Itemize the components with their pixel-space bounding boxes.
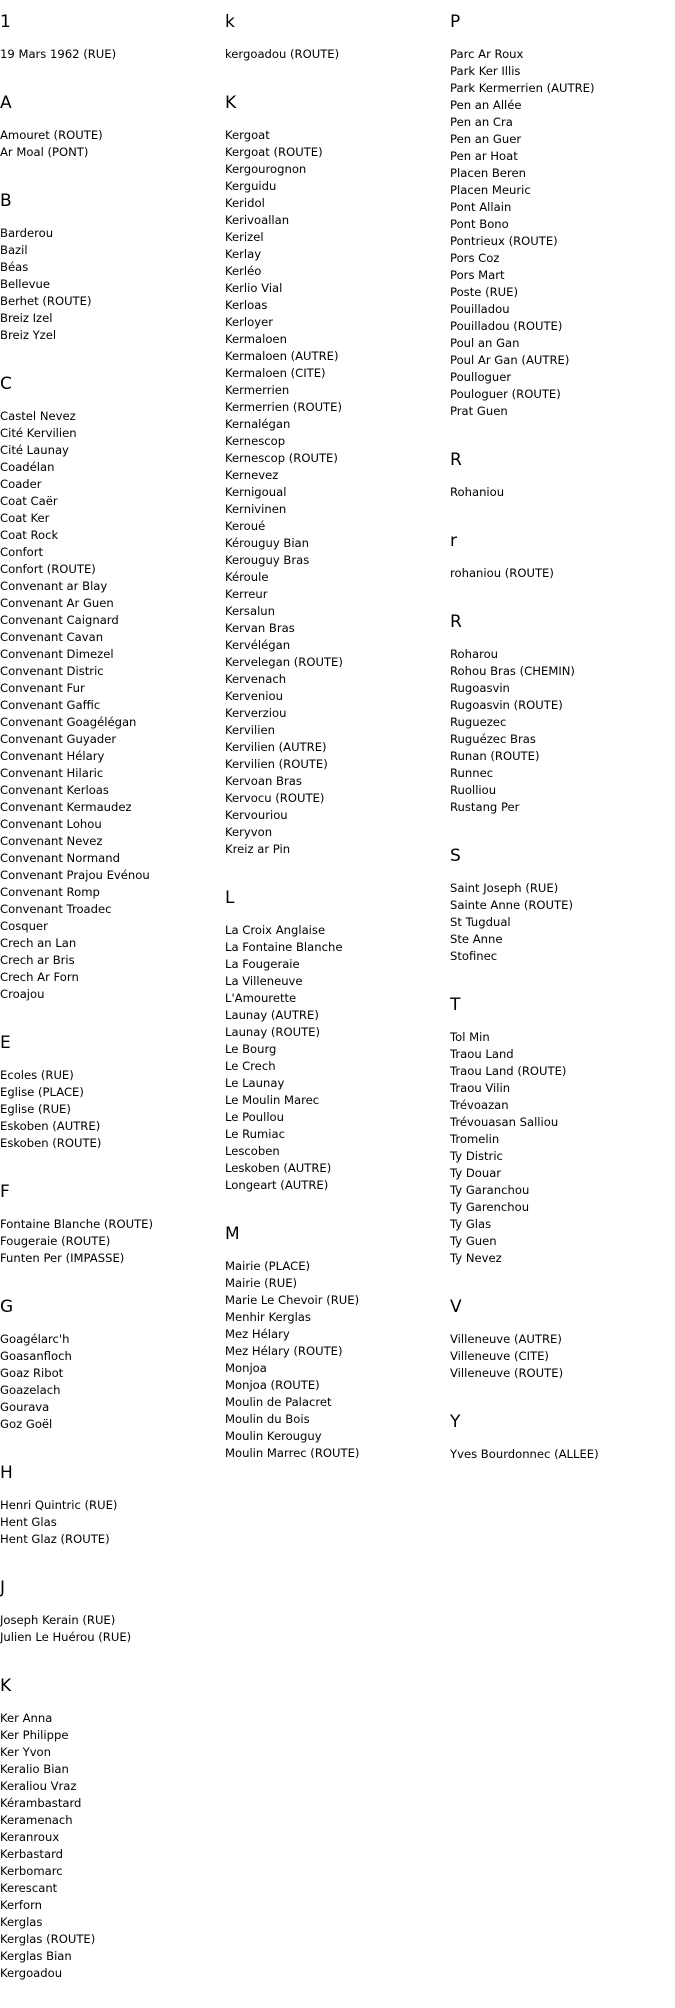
section-letter-heading: 1 — [0, 12, 11, 32]
street-name: Saint Joseph (RUE) — [450, 881, 559, 895]
street-name: Pont Allain — [450, 200, 512, 214]
street-name: Joseph Kerain (RUE) — [0, 1613, 116, 1627]
street-name: Confort — [0, 545, 44, 559]
section-letter-heading: R — [450, 450, 462, 470]
street-name: Yves Bourdonnec (ALLEE) — [450, 1447, 599, 1461]
street-name: Kervilien (AUTRE) — [225, 740, 327, 754]
street-name: Goazelach — [0, 1383, 61, 1397]
street-name: Goz Goël — [0, 1417, 53, 1431]
street-name: Eskoben (AUTRE) — [0, 1119, 101, 1133]
street-name: Rugoasvin (ROUTE) — [450, 698, 563, 712]
street-name: Convenant ar Blay — [0, 579, 108, 593]
street-name: Kerglas Bian — [0, 1949, 72, 1963]
street-name: Convenant Dimezel — [0, 647, 114, 661]
street-name: Lescoben — [225, 1144, 280, 1158]
street-name: Le Crech — [225, 1059, 276, 1073]
street-name: Traou Vilin — [450, 1081, 511, 1095]
street-name: Park Ker Illis — [450, 64, 521, 78]
street-name: Poul an Gan — [450, 336, 520, 350]
street-name: Convenant Normand — [0, 851, 120, 865]
street-name: Monjoa — [225, 1361, 267, 1375]
street-name: Coadélan — [0, 460, 55, 474]
letter-section — [450, 8, 670, 420]
letter-section — [225, 8, 445, 63]
street-name: Convenant Fur — [0, 681, 85, 695]
street-name: Keralio Bian — [0, 1762, 69, 1776]
street-name: Pen an Cra — [450, 115, 513, 129]
street-name: Kérouguy Bian — [225, 536, 309, 550]
street-name: Kernescop (ROUTE) — [225, 451, 338, 465]
section-letter-heading: H — [0, 1463, 13, 1483]
street-name: Kervan Bras — [225, 621, 295, 635]
street-name: Coat Ker — [0, 511, 50, 525]
street-name: Villeneuve (ROUTE) — [450, 1366, 564, 1380]
street-name: La Fontaine Blanche — [225, 940, 343, 954]
letter-section — [450, 842, 670, 965]
street-name: Kerbomarc — [0, 1864, 63, 1878]
street-name: Kermerrien — [225, 383, 290, 397]
street-name: 19 Mars 1962 (RUE) — [0, 47, 117, 61]
street-name: Béas — [0, 260, 29, 274]
street-name: rohaniou (ROUTE) — [450, 566, 554, 580]
street-name: Kerescant — [0, 1881, 58, 1895]
section-letter-heading: F — [0, 1182, 10, 1202]
street-name: Goasanfloch — [0, 1349, 72, 1363]
street-name: La Villeneuve — [225, 974, 303, 988]
street-name: Mez Hélary — [225, 1327, 290, 1341]
street-name: Pors Mart — [450, 268, 505, 282]
street-name: Moulin de Palacret — [225, 1395, 332, 1409]
street-name: Funten Per (IMPASSE) — [0, 1251, 125, 1265]
street-name: Rugoasvin — [450, 681, 510, 695]
street-name: Convenant Nevez — [0, 834, 103, 848]
street-name: Villeneuve (AUTRE) — [450, 1332, 562, 1346]
street-name: Julien Le Huérou (RUE) — [0, 1630, 132, 1644]
street-name: Rohaniou — [450, 485, 505, 499]
letter-section — [0, 1574, 220, 1646]
street-name: Kervoan Bras — [225, 774, 302, 788]
street-name: Kernivinen — [225, 502, 287, 516]
street-name: Coat Rock — [0, 528, 59, 542]
street-name: Poul Ar Gan (AUTRE) — [450, 353, 570, 367]
street-list — [225, 127, 445, 858]
street-name: Convenant Guyader — [0, 732, 117, 746]
section-letter-heading: K — [0, 1676, 12, 1696]
street-name: Kérambastard — [0, 1796, 82, 1810]
street-name: Goaz Ribot — [0, 1366, 64, 1380]
street-name: Monjoa (ROUTE) — [225, 1378, 320, 1392]
street-list — [225, 922, 445, 1194]
letter-section — [450, 1408, 670, 1463]
street-name: Kervélégan — [225, 638, 291, 652]
street-name: Henri Quintric (RUE) — [0, 1498, 118, 1512]
street-name: Trévouasan Salliou — [450, 1115, 559, 1129]
street-name: Prat Guen — [450, 404, 508, 418]
street-name: La Fougeraie — [225, 957, 300, 971]
street-name: Mairie (PLACE) — [225, 1259, 311, 1273]
street-name: Poste (RUE) — [450, 285, 518, 299]
street-name: Kerivoallan — [225, 213, 290, 227]
letter-section — [225, 884, 445, 1194]
street-list — [225, 46, 445, 63]
street-name: Crech Ar Forn — [0, 970, 79, 984]
street-name: Le Rumiac — [225, 1127, 285, 1141]
section-letter-heading: A — [0, 93, 12, 113]
street-name: Kerglas — [0, 1915, 43, 1929]
street-name: Mairie (RUE) — [225, 1276, 298, 1290]
street-name: Parc Ar Roux — [450, 47, 524, 61]
street-name: Ar Moal (PONT) — [0, 145, 89, 159]
street-name: Le Moulin Marec — [225, 1093, 320, 1107]
street-name: Fougeraie (ROUTE) — [0, 1234, 111, 1248]
street-list — [225, 1258, 445, 1462]
street-name: Stofinec — [450, 949, 498, 963]
street-name: Marie Le Chevoir (RUE) — [225, 1293, 360, 1307]
street-index-column-3 — [450, 8, 670, 1489]
letter-section — [0, 1178, 220, 1267]
section-letter-heading: K — [225, 93, 237, 113]
street-list — [450, 565, 670, 582]
street-name: Kergoat (ROUTE) — [225, 145, 323, 159]
street-name: Pen ar Hoat — [450, 149, 518, 163]
street-name: Convenant Lohou — [0, 817, 102, 831]
section-letter-heading: T — [450, 995, 461, 1015]
street-name: Kerguidu — [225, 179, 277, 193]
street-name: Convenant Gaffic — [0, 698, 101, 712]
street-list — [0, 1331, 220, 1433]
street-name: Le Poullou — [225, 1110, 284, 1124]
street-name: Sainte Anne (ROUTE) — [450, 898, 573, 912]
street-name: Ty Garanchou — [450, 1183, 530, 1197]
street-name: Convenant Cavan — [0, 630, 104, 644]
street-name: Pen an Guer — [450, 132, 522, 146]
street-name: Barderou — [0, 226, 54, 240]
street-name: Runan (ROUTE) — [450, 749, 540, 763]
street-name: Launay (ROUTE) — [225, 1025, 321, 1039]
street-name: Kermaloen (AUTRE) — [225, 349, 339, 363]
street-name: L'Amourette — [225, 991, 297, 1005]
street-list — [0, 1067, 220, 1152]
street-name: Keraliou Vraz — [0, 1779, 77, 1793]
street-name: Confort (ROUTE) — [0, 562, 96, 576]
street-name: Convenant Hilaric — [0, 766, 104, 780]
street-name: Cité Launay — [0, 443, 69, 457]
letter-section — [0, 187, 220, 344]
letter-section — [0, 8, 220, 63]
street-name: Kervouriou — [225, 808, 288, 822]
street-name: Croajou — [0, 987, 45, 1001]
street-name: Kerreur — [225, 587, 268, 601]
street-name: Hent Glas — [0, 1515, 57, 1529]
street-name: Keroué — [225, 519, 266, 533]
street-name: Goagélarc'h — [0, 1332, 70, 1346]
street-name: Eskoben (ROUTE) — [0, 1136, 102, 1150]
street-name: Kerlay — [225, 247, 262, 261]
street-name: Keridol — [225, 196, 265, 210]
street-name: Kernescop — [225, 434, 286, 448]
section-letter-heading: E — [0, 1033, 11, 1053]
street-name: Kerbastard — [0, 1847, 64, 1861]
street-name: Ty Glas — [450, 1217, 492, 1231]
section-letter-heading: C — [0, 374, 12, 394]
street-name: Ty Distric — [450, 1149, 503, 1163]
street-name: Ruguezec — [450, 715, 507, 729]
street-name: Mez Hélary (ROUTE) — [225, 1344, 343, 1358]
street-list — [0, 46, 220, 63]
street-name: Kervilien (ROUTE) — [225, 757, 328, 771]
street-name: Kerizel — [225, 230, 264, 244]
street-name: Traou Land — [450, 1047, 514, 1061]
street-name: Kermaloen — [225, 332, 287, 346]
street-name: Pors Coz — [450, 251, 500, 265]
street-name: Kervilien — [225, 723, 275, 737]
street-name: Keramenach — [0, 1813, 73, 1827]
street-name: Leskoben (AUTRE) — [225, 1161, 332, 1175]
street-name: Convenant Prajou Evénou — [0, 868, 150, 882]
street-name: Le Bourg — [225, 1042, 277, 1056]
street-name: Convenant Goagélégan — [0, 715, 137, 729]
street-name: St Tugdual — [450, 915, 511, 929]
street-list — [0, 127, 220, 161]
street-name: Kernalégan — [225, 417, 291, 431]
letter-section — [450, 527, 670, 582]
street-name: Fontaine Blanche (ROUTE) — [0, 1217, 154, 1231]
street-name: Rustang Per — [450, 800, 520, 814]
street-name: Crech an Lan — [0, 936, 77, 950]
street-index-column-2 — [225, 8, 445, 1488]
section-letter-heading: G — [0, 1297, 14, 1317]
street-name: Le Launay — [225, 1076, 285, 1090]
street-name: Crech ar Bris — [0, 953, 75, 967]
street-name: Kersalun — [225, 604, 275, 618]
street-name: Coader — [0, 477, 42, 491]
street-name: Tromelin — [450, 1132, 500, 1146]
street-name: Ruolliou — [450, 783, 497, 797]
street-name: Pontrieux (ROUTE) — [450, 234, 558, 248]
street-name: Park Kermerrien (AUTRE) — [450, 81, 595, 95]
street-name: Convenant Caignard — [0, 613, 119, 627]
street-name: Moulin Kerouguy — [225, 1429, 322, 1443]
street-list — [0, 1612, 220, 1646]
street-name: Pouilladou (ROUTE) — [450, 319, 563, 333]
street-name: Convenant Kerloas — [0, 783, 109, 797]
letter-section — [450, 991, 670, 1267]
street-name: Placen Beren — [450, 166, 526, 180]
street-name: Kervocu (ROUTE) — [225, 791, 325, 805]
street-name: Kerveniou — [225, 689, 283, 703]
letter-section — [225, 89, 445, 858]
street-list — [450, 1029, 670, 1267]
street-name: Kergoat — [225, 128, 270, 142]
letter-section — [0, 1672, 220, 1982]
street-name: Convenant Ar Guen — [0, 596, 114, 610]
street-list — [0, 408, 220, 1003]
street-name: Kernevez — [225, 468, 279, 482]
street-name: Keryvon — [225, 825, 273, 839]
street-name: Convenant Hélary — [0, 749, 105, 763]
street-name: Hent Glaz (ROUTE) — [0, 1532, 110, 1546]
street-name: Longeart (AUTRE) — [225, 1178, 329, 1192]
street-name: Eglise (PLACE) — [0, 1085, 84, 1099]
street-name: Bellevue — [0, 277, 51, 291]
street-name: Convenant Kermaudez — [0, 800, 132, 814]
street-name: Kreiz ar Pin — [225, 842, 291, 856]
street-name: Kervenach — [225, 672, 287, 686]
street-name: Ecoles (RUE) — [0, 1068, 74, 1082]
street-name: Convenant Troadec — [0, 902, 112, 916]
street-name: Menhir Kerglas — [225, 1310, 311, 1324]
street-name: Ste Anne — [450, 932, 503, 946]
street-name: Kerglas (ROUTE) — [0, 1932, 96, 1946]
street-index-column-1 — [0, 8, 220, 2008]
letter-section — [0, 370, 220, 1003]
street-name: kergoadou (ROUTE) — [225, 47, 340, 61]
street-name: Amouret (ROUTE) — [0, 128, 103, 142]
street-list — [450, 46, 670, 420]
street-name: Kerverziou — [225, 706, 287, 720]
street-name: Breiz Yzel — [0, 328, 57, 342]
street-name: Launay (AUTRE) — [225, 1008, 319, 1022]
street-name: Cosquer — [0, 919, 48, 933]
street-name: Kervelegan (ROUTE) — [225, 655, 343, 669]
street-name: Moulin Marrec (ROUTE) — [225, 1446, 360, 1460]
street-name: Kernigoual — [225, 485, 287, 499]
letter-section — [450, 608, 670, 816]
street-name: Placen Meuric — [450, 183, 531, 197]
street-name: Ty Douar — [450, 1166, 502, 1180]
letter-section — [450, 1293, 670, 1382]
street-name: Kermerrien (ROUTE) — [225, 400, 342, 414]
street-list — [0, 225, 220, 344]
section-letter-heading: V — [450, 1297, 462, 1317]
section-letter-heading: B — [0, 191, 12, 211]
street-name: Berhet (ROUTE) — [0, 294, 92, 308]
street-name: Ruguézec Bras — [450, 732, 536, 746]
street-name: Rohou Bras (CHEMIN) — [450, 664, 575, 678]
street-list — [0, 1497, 220, 1548]
street-name: Kéroule — [225, 570, 269, 584]
street-name: La Croix Anglaise — [225, 923, 326, 937]
street-name: Tol Min — [450, 1030, 490, 1044]
street-name: Bazil — [0, 243, 28, 257]
street-name: Traou Land (ROUTE) — [450, 1064, 567, 1078]
street-name: Cité Kervilien — [0, 426, 77, 440]
street-name: Ker Philippe — [0, 1728, 69, 1742]
street-name: Coat Caër — [0, 494, 58, 508]
street-name: Runnec — [450, 766, 494, 780]
street-name: Kerlio Vial — [225, 281, 283, 295]
street-name: Ker Anna — [0, 1711, 53, 1725]
street-name: Ker Yvon — [0, 1745, 51, 1759]
letter-section — [0, 89, 220, 161]
section-letter-heading: P — [450, 12, 461, 32]
street-name: Pen an Allée — [450, 98, 522, 112]
street-name: Kergourognon — [225, 162, 307, 176]
section-letter-heading: Y — [450, 1412, 461, 1432]
street-name: Moulin du Bois — [225, 1412, 310, 1426]
street-name: Poulloguer — [450, 370, 512, 384]
street-name: Kerloas — [225, 298, 268, 312]
street-name: Kerouguy Bras — [225, 553, 310, 567]
street-name: Kerléo — [225, 264, 262, 278]
street-name: Kergoadou — [0, 1966, 63, 1980]
street-name: Villeneuve (CITE) — [450, 1349, 549, 1363]
street-list — [0, 1216, 220, 1267]
street-name: Convenant Distric — [0, 664, 104, 678]
street-name: Roharou — [450, 647, 499, 661]
letter-section — [0, 1029, 220, 1152]
section-letter-heading: M — [225, 1224, 240, 1244]
street-name: Breiz Izel — [0, 311, 53, 325]
street-name: Ty Garenchou — [450, 1200, 530, 1214]
street-name: Convenant Romp — [0, 885, 100, 899]
section-letter-heading: r — [450, 531, 457, 551]
street-list — [0, 1710, 220, 1982]
street-list — [450, 484, 670, 501]
letter-section — [225, 1220, 445, 1462]
street-list — [450, 1446, 670, 1463]
street-list — [450, 646, 670, 816]
section-letter-heading: R — [450, 612, 462, 632]
street-name: Castel Nevez — [0, 409, 76, 423]
street-name: Ty Guen — [450, 1234, 497, 1248]
street-name: Pouilladou — [450, 302, 510, 316]
street-name: Pouloguer (ROUTE) — [450, 387, 561, 401]
street-name: Keranroux — [0, 1830, 60, 1844]
street-name: Eglise (RUE) — [0, 1102, 71, 1116]
street-list — [450, 880, 670, 965]
letter-section — [450, 446, 670, 501]
section-letter-heading: k — [225, 12, 235, 32]
street-list — [450, 1331, 670, 1382]
street-name: Kerforn — [0, 1898, 43, 1912]
street-name: Gourava — [0, 1400, 50, 1414]
street-name: Kerloyer — [225, 315, 273, 329]
section-letter-heading: S — [450, 846, 461, 866]
letter-section — [0, 1293, 220, 1433]
section-letter-heading: L — [225, 888, 235, 908]
letter-section — [0, 1459, 220, 1548]
section-letter-heading: J — [0, 1578, 6, 1598]
street-name: Trévoazan — [450, 1098, 509, 1112]
street-name: Pont Bono — [450, 217, 509, 231]
street-name: Kermaloen (CITE) — [225, 366, 326, 380]
street-name: Ty Nevez — [450, 1251, 502, 1265]
